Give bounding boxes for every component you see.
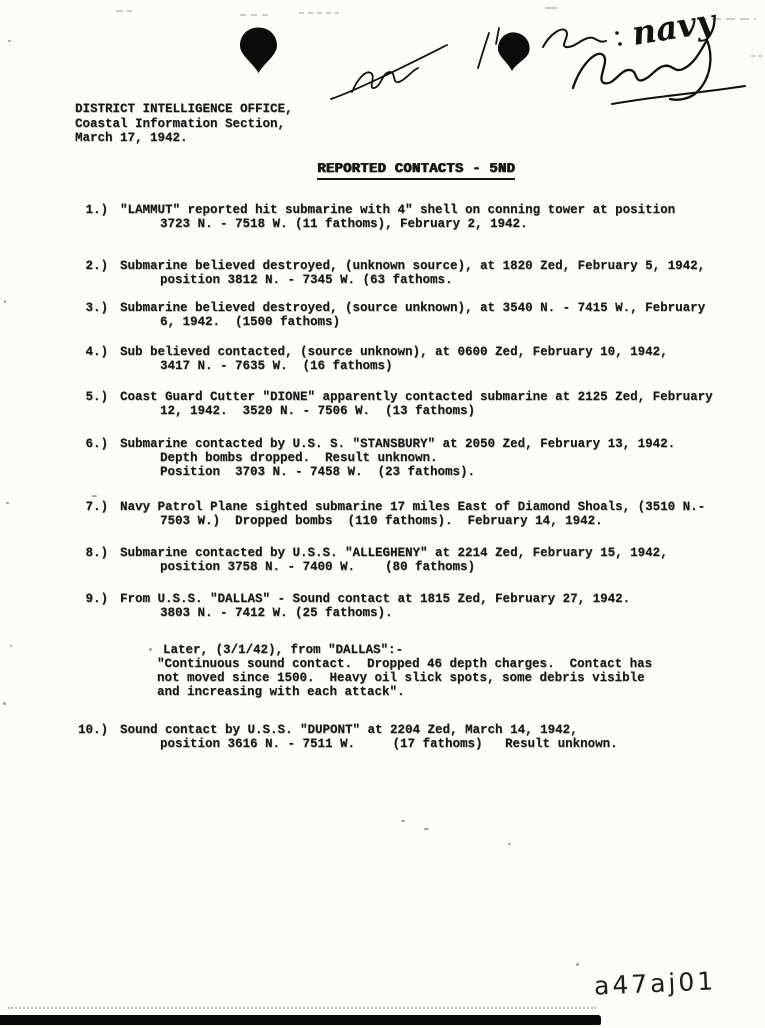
- item-number: 2.): [85, 259, 108, 273]
- item-text-line: 3723 N. - 7518 W. (11 fathoms), February 2, 1942.: [160, 217, 528, 231]
- note-text-line: not moved since 1500. Heavy oil slick spots, some debris visible: [157, 671, 645, 685]
- handwriting-navy-word: navy: [629, 1, 718, 53]
- contact-item-4: [75, 345, 745, 373]
- item-text-line: From U.S.S. "DALLAS" - Sound contact at 1815 Zed, February 27, 1942.: [120, 592, 631, 606]
- contact-item-6: [75, 437, 745, 479]
- item-number: 5.): [85, 390, 108, 404]
- scan-speck: [149, 648, 152, 651]
- scan-speck: [508, 843, 511, 845]
- item-text-line: position 3812 N. - 7345 W. (63 fathoms.: [160, 273, 453, 287]
- office-name: DISTRICT INTELLIGENCE OFFICE,: [75, 102, 293, 116]
- note-text-line: Later, (3/1/42), from "DALLAS":-: [163, 643, 404, 657]
- scan-speck: [576, 963, 579, 966]
- item-text-line: 12, 1942. 3520 N. - 7506 W. (13 fathoms): [160, 404, 476, 418]
- scan-speck: [6, 502, 9, 504]
- section-name: Coastal Information Section,: [75, 116, 286, 131]
- later-update-note: [157, 643, 652, 699]
- contact-item-9: [75, 592, 745, 620]
- item-number: 8.): [85, 546, 108, 560]
- item-text-line: Navy Patrol Plane sighted submarine 17 miles East of Diamond Shoals, (3510 N.-: [120, 500, 706, 514]
- item-text-line: 3417 N. - 7635 W. (16 fathoms): [160, 359, 393, 373]
- item-text-line: "LAMMUT" reported hit submarine with 4" shell on conning tower at position: [120, 203, 676, 217]
- scan-speck: [10, 645, 12, 647]
- item-number: 9.): [85, 592, 108, 606]
- scan-dotted-line: [8, 1007, 596, 1009]
- item-text-line: position 3616 N. - 7511 W. (17 fathoms) Result unknown.: [160, 737, 618, 751]
- ink-blob-icon: [498, 32, 530, 71]
- item-text-line: Sound contact by U.S.S. "DUPONT" at 2204 Zed, March 14, 1942,: [120, 723, 578, 737]
- scan-speck: [92, 495, 97, 497]
- handwritten-note: [543, 29, 622, 47]
- item-text-line: 7503 W.) Dropped bombs (110 fathoms). February 14, 1942.: [160, 514, 603, 528]
- item-text-line: Submarine believed destroyed, (source unknown), at 3540 N. - 7415 W., February: [120, 301, 706, 315]
- contact-item-10: [75, 723, 745, 751]
- item-text-line: Sub believed contacted, (source unknown), at 0600 Zed, February 10, 1942,: [120, 345, 668, 359]
- item-number: 3.): [85, 301, 108, 315]
- scan-speck: [424, 828, 429, 830]
- scan-speck: [401, 820, 405, 822]
- contact-item-7: [75, 500, 745, 528]
- ink-blob-icon: [240, 28, 277, 74]
- document-date: March 17, 1942.: [75, 131, 188, 146]
- item-text-line: Submarine contacted by U.S.S. "ALLEGHENY" at 2214 Zed, February 15, 1942,: [120, 546, 668, 560]
- scan-speck: [4, 300, 6, 303]
- scan-speck: [8, 40, 11, 42]
- item-number: 1.): [85, 203, 108, 217]
- item-number: 10.): [77, 723, 108, 737]
- item-text-line: 6, 1942. (1500 fathoms): [160, 315, 341, 329]
- item-text-line: Submarine believed destroyed, (unknown source), at 1820 Zed, February 5, 1942,: [120, 259, 706, 273]
- scan-speck: [3, 702, 6, 705]
- item-text-line: Coast Guard Cutter "DIONE" apparently contacted submarine at 2125 Zed, February: [120, 390, 713, 404]
- handwritten-scribble: [331, 28, 499, 99]
- item-text-line: 3803 N. - 7412 W. (25 fathoms).: [160, 606, 393, 620]
- note-text-line: and increasing with each attack".: [157, 685, 405, 699]
- item-text-line: position 3758 N. - 7400 W. (80 fathoms): [160, 560, 476, 574]
- contact-item-3: [75, 301, 745, 329]
- item-number: 7.): [85, 500, 108, 514]
- item-text-line: Position 3703 N. - 7458 W. (23 fathoms).: [160, 465, 476, 479]
- contact-item-5: [75, 390, 745, 418]
- scan-black-bar: [0, 1015, 601, 1025]
- item-text-line: Submarine contacted by U.S. S. "STANSBURY" at 2050 Zed, February 13, 1942.: [120, 437, 676, 451]
- item-number: 4.): [85, 345, 108, 359]
- handwritten-file-code: a47aj01: [593, 966, 717, 1001]
- contact-item-2: [75, 259, 745, 287]
- item-text-line: Depth bombs dropped. Result unknown.: [160, 451, 438, 465]
- contact-item-8: [75, 546, 745, 574]
- note-text-line: "Continuous sound contact. Dropped 46 depth charges. Contact has: [157, 657, 653, 671]
- item-number: 6.): [85, 437, 108, 451]
- letterhead: [75, 102, 293, 146]
- document-title: REPORTED CONTACTS - 5ND: [317, 161, 515, 180]
- contact-item-1: [75, 203, 745, 231]
- handwritten-signature: [573, 40, 745, 104]
